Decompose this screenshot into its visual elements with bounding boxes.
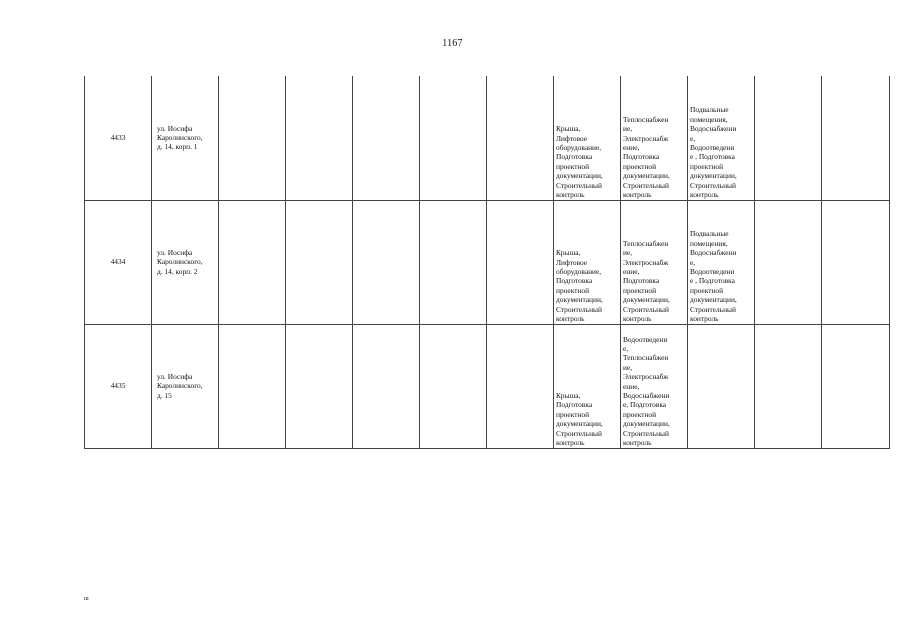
empty-cell (822, 200, 890, 324)
empty-cell (487, 76, 554, 200)
work-types-cell: Крыша, Лифтовое оборудование, Подготовка проектной документации, Строительный контроль (554, 200, 621, 324)
address-cell: ул. Иосифа Каролинского, д. 14, корп. 2 (152, 200, 219, 324)
table-row (85, 76, 890, 200)
table-row (85, 324, 890, 448)
empty-cell (286, 324, 353, 448)
address-cell: ул. Иосифа Каролинского, д. 14, корп. 1 (152, 76, 219, 200)
work-types-cell: Теплоснабжен ие, Электроснабж ение, Подготовка проектной документации, Строительный контроль (621, 76, 688, 200)
empty-cell (420, 324, 487, 448)
empty-cell (219, 200, 286, 324)
empty-cell (822, 76, 890, 200)
empty-cell (286, 200, 353, 324)
empty-cell (353, 324, 420, 448)
table-row (85, 200, 890, 324)
empty-cell (487, 324, 554, 448)
empty-cell (755, 200, 822, 324)
work-types-cell: Крыша, Лифтовое оборудование, Подготовка проектной документации, Строительный контроль (554, 76, 621, 200)
footer-mark: ш (84, 596, 89, 602)
works-table (84, 76, 890, 449)
empty-cell (219, 76, 286, 200)
empty-cell (420, 76, 487, 200)
work-types-cell: Крыша, Подготовка проектной документации, Строительный контроль (554, 324, 621, 448)
row-number: 4435 (85, 324, 152, 448)
work-types-cell: Водоотведени е, Теплоснабжен ие, Электроснабж ение, Водоснабжени е, Подготовка проектной документации, Строительный контроль (621, 324, 688, 448)
empty-cell (755, 324, 822, 448)
empty-cell (487, 200, 554, 324)
empty-cell (286, 76, 353, 200)
empty-cell (353, 76, 420, 200)
work-types-cell (688, 324, 755, 448)
empty-cell (822, 324, 890, 448)
empty-cell (353, 200, 420, 324)
page-number: 1167 (442, 38, 463, 49)
work-types-cell: Теплоснабжен ие, Электроснабж ение, Подготовка проектной документации, Строительный контроль (621, 200, 688, 324)
work-types-cell: Подвальные помещения, Водоснабжени е, Водоотведени е , Подготовка проектной документации, Строительный контроль (688, 200, 755, 324)
row-number: 4434 (85, 200, 152, 324)
empty-cell (219, 324, 286, 448)
empty-cell (755, 76, 822, 200)
row-number: 4433 (85, 76, 152, 200)
empty-cell (420, 200, 487, 324)
work-types-cell: Подвальные помещения, Водоснабжени е, Водоотведени е , Подготовка проектной документации, Строительный контроль (688, 76, 755, 200)
address-cell: ул. Иосифа Каролинского, д. 15 (152, 324, 219, 448)
